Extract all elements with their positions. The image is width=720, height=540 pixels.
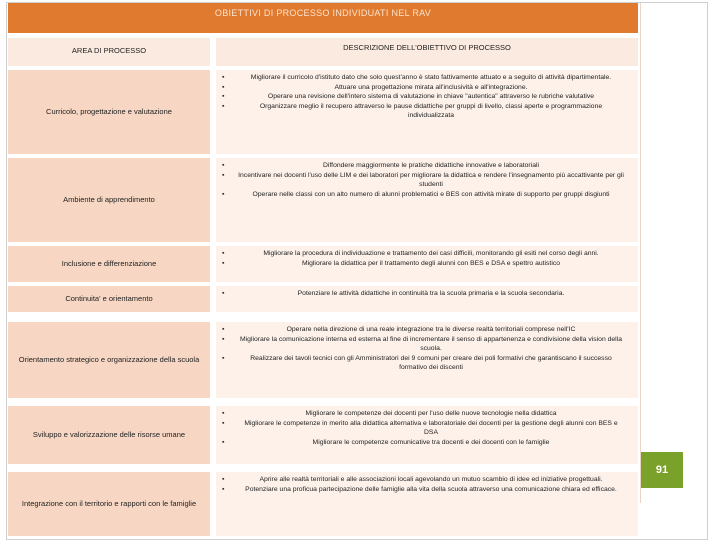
area-cell: Sviluppo e valorizzazione delle risorse umane bbox=[8, 406, 210, 464]
list-item: ▪ Migliorare le competenze comunicative tra docenti e dei docenti con le famiglie bbox=[238, 438, 624, 448]
table-row bbox=[8, 158, 638, 242]
list-item: ▪ Realizzare dei tavoli tecnici con gli Amministratori dei 9 comuni per creare dei poli formativi che garantiscano il successo formativo dei discenti bbox=[238, 354, 624, 373]
area-cell: Integrazione con il territorio e rapporti con le famiglie bbox=[8, 472, 210, 536]
slide-title: OBIETTIVI DI PROCESSO INDIVIDUATI NEL RAV bbox=[8, 3, 638, 33]
description-cell bbox=[216, 158, 638, 242]
list-item: ▪ Operare nella direzione di una reale integrazione tra le diverse realtà territoriali comprese nell'IC bbox=[238, 325, 624, 335]
area-cell: Curricolo, progettazione e valutazione bbox=[8, 70, 210, 154]
list-item: ▪ Potenziare una proficua partecipazione delle famiglie alla vita della scuola attraverso una comunicazione chiara ed efficace. bbox=[238, 485, 624, 495]
table-row bbox=[8, 406, 638, 464]
table-row bbox=[8, 472, 638, 536]
area-cell: Continuita' e orientamento bbox=[8, 286, 210, 312]
description-cell bbox=[216, 70, 638, 154]
list-item: ▪ Migliorare le competenze dei docenti per l'uso delle nuove tecnologie nella didattica bbox=[238, 409, 624, 419]
table-row bbox=[8, 286, 638, 312]
list-item: ▪ Aprire alle realtà territoriali e alle associazioni locali agevolando un mutuo scambio di idee ed iniziative progettuali. bbox=[238, 475, 624, 485]
table-row bbox=[8, 322, 638, 398]
list-item: ▪ Migliorare la comunicazione interna ed esterna al fine di incrementare il senso di appartenenza e condivisione della vision della scuola. bbox=[238, 335, 624, 354]
table-header bbox=[8, 38, 638, 66]
list-item: ▪ Incentivare nei docenti l'uso delle LIM e dei laboratori per migliorare la didattica e rendere l'insegnamento più accattivante per gli studenti bbox=[238, 171, 624, 190]
list-item: ▪ Migliorare il curricolo d'istituto dato che solo quest'anno è stato fattivamente attuato e a seguito di attività dipartimentale. bbox=[238, 73, 624, 83]
page-number-badge: 91 bbox=[641, 452, 683, 488]
list-item: ▪ Operare una revisione dell'intero sistema di valutazione in chiave "autentica" attraverso le rubriche valutative bbox=[238, 92, 624, 102]
list-item: ▪ Potenziare le attività didattiche in continuità tra la scuola primaria e la scuola secondaria. bbox=[238, 289, 624, 299]
list-item: ▪ Migliorare la procedura di individuazione e trattamento dei casi difficili, monitorando gli esiti nel corso degli anni. bbox=[238, 249, 624, 259]
header-description: DESCRIZIONE DELL'OBIETTIVO DI PROCESSO bbox=[216, 38, 638, 66]
area-cell: Inclusione e differenziazione bbox=[8, 246, 210, 282]
list-item: ▪ Operare nelle classi con un alto numero di alunni problematici e BES con attività mirate di supporto per gruppi disgiunti bbox=[238, 190, 624, 200]
header-area: AREA DI PROCESSO bbox=[8, 38, 210, 66]
list-item: ▪ Attuare una progettazione mirata all'inclusività e all'integrazione. bbox=[238, 83, 624, 93]
description-cell bbox=[216, 472, 638, 536]
list-item: ▪ Diffondere maggiormente le pratiche didattiche innovative e laboratoriali bbox=[238, 161, 624, 171]
description-cell bbox=[216, 286, 638, 312]
area-cell: Ambiente di apprendimento bbox=[8, 158, 210, 242]
divider bbox=[640, 3, 641, 503]
table-row bbox=[8, 70, 638, 154]
description-cell bbox=[216, 406, 638, 464]
area-cell: Orientamento strategico e organizzazione della scuola bbox=[8, 322, 210, 398]
table-row bbox=[8, 246, 638, 282]
description-cell bbox=[216, 322, 638, 398]
list-item: ▪ Migliorare le competenze in merito alla didattica alternativa e laboratoriale dei docenti per la gestione degli alunni con BES e DSA bbox=[238, 419, 624, 438]
list-item: ▪ Organizzare meglio il recupero attraverso le pause didattiche per gruppi di livello, classi aperte e programmazione individualizzata bbox=[238, 102, 624, 121]
list-item: ▪ Migliorare la didattica per il trattamento degli alunni con BES e DSA e spettro autistico bbox=[238, 259, 624, 269]
description-cell bbox=[216, 246, 638, 282]
